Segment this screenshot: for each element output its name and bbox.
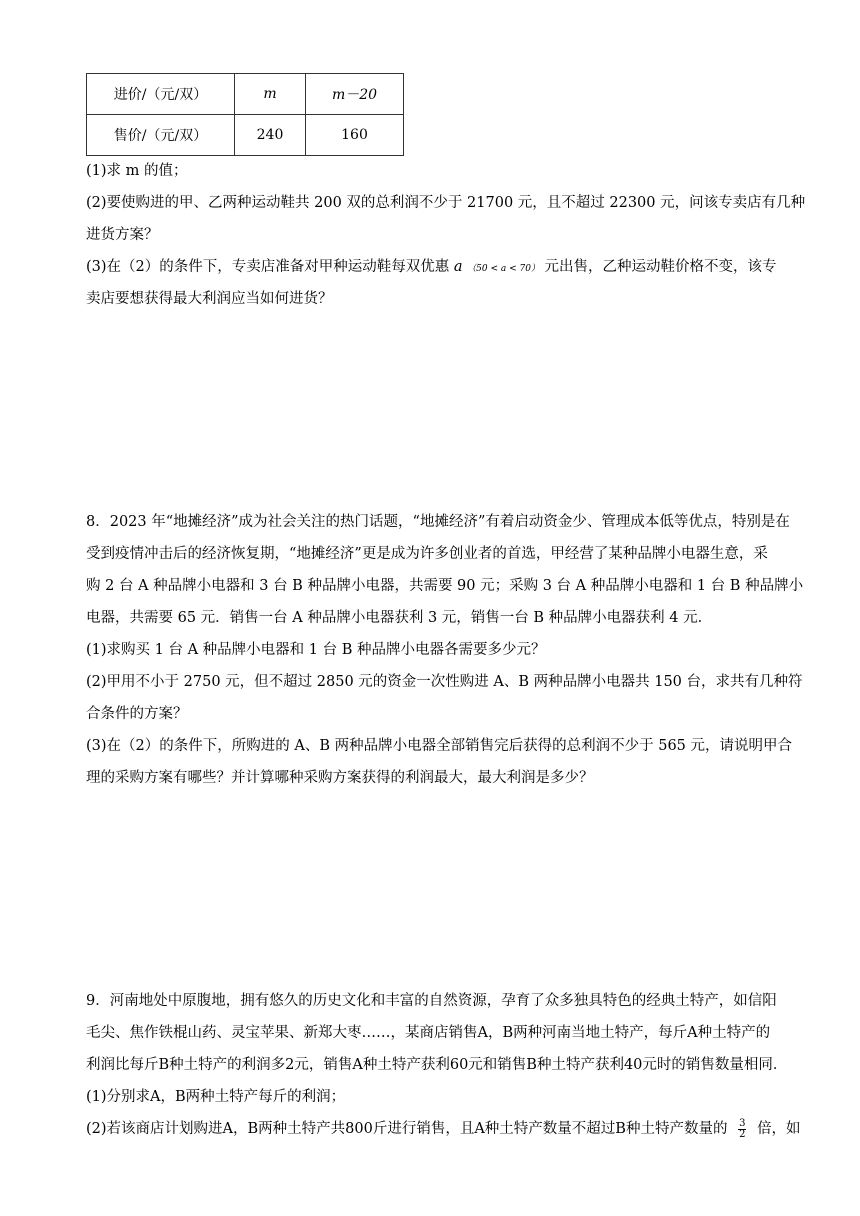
table-cell-value: m－20	[306, 74, 404, 115]
q7-part3-text-b: 元出售，乙种运动鞋价格不变，该专	[544, 259, 777, 275]
table-row	[87, 74, 404, 115]
fraction	[738, 1119, 746, 1140]
q9-stem-line3: 利润比每斤B种土特产的利润多2元，销售A种土特产获利60元和销售B种土特产获利40元时的销售数量相同．	[86, 1057, 788, 1073]
table-cell-value: m	[235, 74, 306, 115]
q8-part2-line1: (2)甲用不小于 2750 元，但不超过 2850 元的资金一次性购进 A、B 两种品牌小电器共 150 台，求共有几种符	[86, 674, 803, 690]
q7-part3-line2: 卖店要想获得最大利润应当如何进货？	[86, 291, 333, 307]
q7-discount-variable: a	[453, 259, 463, 275]
q8-part3-line1: (3)在（2）的条件下，所购进的 A、B 两种品牌小电器全部销售完后获得的总利润不少于 565 元，请说明甲合	[86, 738, 793, 754]
q9-part2-text-b: 倍，如	[757, 1121, 801, 1137]
q9-part1: (1)分别求A，B两种土特产每斤的利润；	[86, 1089, 346, 1105]
table-cell-label: 进价/（元/双）	[87, 74, 235, 115]
q9-stem-line1: 9．河南地处中原腹地，拥有悠久的历史文化和丰富的自然资源，孕育了众多独具特色的经典土特产，如信阳	[86, 993, 777, 1009]
q8-stem-line2: 受到疫情冲击后的经济恢复期，“地摊经济”更是成为许多创业者的首选，甲经营了某种品牌小电器生意，采	[86, 546, 768, 562]
q8-stem-line1: 8．2023 年“地摊经济”成为社会关注的热门话题，“地摊经济”有着启动资金少、管理成本低等优点，特别是在	[86, 514, 790, 530]
q9-part2-text-a: (2)若该商店计划购进A，B两种土特产共800斤进行销售，且A种土特产数量不超过B种土特产数量的	[86, 1121, 728, 1137]
q7-part2-line2: 进货方案？	[86, 227, 159, 243]
q7-part1: (1)求 m 的值；	[86, 163, 188, 179]
q8-part3-line2: 理的采购方案有哪些？并计算哪种采购方案获得的利润最大，最大利润是多少？	[86, 770, 594, 786]
q7-part2-line1: (2)要使购进的甲、乙两种运动鞋共 200 双的总利润不少于 21700 元，且不超过 22300 元，问该专卖店有几种	[86, 195, 806, 211]
fraction-numerator: 3	[739, 1117, 746, 1129]
table-cell-value: 240	[235, 115, 306, 156]
q7-discount-range: （50 < a < 70）	[467, 264, 540, 274]
price-table	[86, 73, 404, 156]
table-cell-label: 售价/（元/双）	[87, 115, 235, 156]
q7-part3-text-a: (3)在（2）的条件下，专卖店准备对甲种运动鞋每双优惠	[86, 259, 450, 275]
q9-stem-line2: 毛尖、焦作铁棍山药、灵宝苹果、新郑大枣……，某商店销售A，B两种河南当地土特产，每斤A种土特产的	[86, 1025, 771, 1041]
fraction-denominator: 2	[739, 1128, 746, 1140]
q8-stem-line4: 电器，共需要 65 元．销售一台 A 种品牌小电器获利 3 元，销售一台 B 种品牌小电器获利 4 元．	[86, 610, 713, 626]
table-row	[87, 115, 404, 156]
q8-part1: (1)求购买 1 台 A 种品牌小电器和 1 台 B 种品牌小电器各需要多少元？	[86, 642, 546, 658]
q9-part2-line1	[86, 1117, 801, 1140]
q7-part3-line1	[86, 256, 776, 280]
table-cell-value: 160	[306, 115, 404, 156]
q8-part2-line2: 合条件的方案？	[86, 706, 188, 722]
q8-stem-line3: 购 2 台 A 种品牌小电器和 3 台 B 种品牌小电器，共需要 90 元；采购 3 台 A 种品牌小电器和 1 台 B 种品牌小	[86, 578, 804, 594]
